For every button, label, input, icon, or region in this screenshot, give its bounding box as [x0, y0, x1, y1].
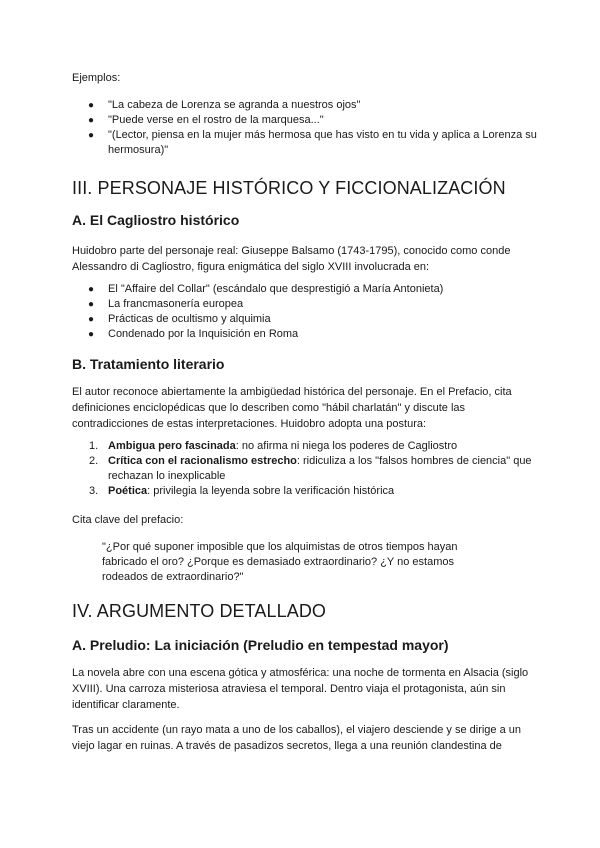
bullet-icon: ●: [88, 100, 95, 111]
list-item: ● El "Affaire del Collar" (escándalo que desprestigió a María Antonieta): [88, 283, 444, 295]
list-item: ● "Puede verse en el rostro de la marquesa...": [88, 114, 324, 126]
bullet-icon: ●: [88, 299, 95, 310]
list-item: ● "La cabeza de Lorenza se agranda a nuestros ojos": [88, 99, 361, 111]
cagliostro-facts-list: [72, 282, 542, 342]
list-item: ● La francmasonería europea: [88, 298, 244, 310]
list-item: 3. Poética: privilegia la leyenda sobre la verificación histórica: [89, 485, 395, 497]
section-3b-heading: B. Tratamiento literario: [72, 356, 225, 372]
section-3a-heading: A. El Cagliostro histórico: [72, 212, 240, 228]
bullet-icon: ●: [88, 284, 95, 295]
bullet-icon: ●: [88, 115, 95, 126]
quote-label: Cita clave del prefacio:: [72, 514, 184, 526]
section-4a-heading: A. Preludio: La iniciación (Preludio en tempestad mayor): [72, 637, 449, 653]
bullet-icon: ●: [88, 130, 95, 141]
prefacio-quote: "¿Por qué suponer imposible que los alquimistas de otros tiempos hayan fabricado el oro? ¿Porque es demasiado extraordinario? ¿Y no estamos rodeados de extraordinario?": [102, 541, 458, 583]
section-3-heading: III. PERSONAJE HISTÓRICO Y FICCIONALIZACIÓN: [72, 178, 506, 198]
list-item: 2. Crítica con el racionalismo estrecho: ridiculiza a los "falsos hombres de ciencia" que rechazan lo inexplicable: [89, 455, 532, 482]
list-item: 1. Ambigua pero fascinada: no afirma ni niega los poderes de Cagliostro: [89, 440, 458, 452]
section-3a-intro: Huidobro parte del personaje real: Giuseppe Balsamo (1743-1795), conocido como conde Alessandro di Cagliostro, figura enigmática del siglo XVIII involucrada en:: [72, 245, 511, 273]
ejemplos-label: Ejemplos:: [72, 72, 121, 84]
list-item: ● "(Lector, piensa en la mujer más hermosa que has visto en tu vida y aplica a Lorenza su hermosura)": [88, 129, 537, 156]
section-4a-paragraph-1: La novela abre con una escena gótica y atmosférica: una noche de tormenta en Alsacia (siglo XVIII). Una carroza misteriosa atraviesa el temporal. Dentro viaja el protagonista, aún sin identificar claramente.: [72, 667, 529, 711]
section-3b-intro: El autor reconoce abiertamente la ambigüedad histórica del personaje. En el Prefacio, cita definiciones enciclopédicas que lo describen como "hábil charlatán" y discute las contradicciones de estas interpretaciones. Huidobro adopta una postura:: [72, 386, 512, 430]
section-4-heading: IV. ARGUMENTO DETALLADO: [72, 601, 327, 621]
postura-list: [72, 439, 542, 499]
section-4a-paragraph-2: Tras un accidente (un rayo mata a uno de los caballos), el viajero desciende y se dirige a un viejo lagar en ruinas. A través de pasadizos secretos, llega a una reunión clandestina de: [72, 724, 522, 752]
bullet-icon: ●: [88, 329, 95, 340]
ejemplos-list: [72, 98, 542, 158]
bullet-icon: ●: [88, 314, 95, 325]
list-item: ● Condenado por la Inquisición en Roma: [88, 328, 299, 340]
list-item: ● Prácticas de ocultismo y alquimia: [88, 313, 271, 325]
